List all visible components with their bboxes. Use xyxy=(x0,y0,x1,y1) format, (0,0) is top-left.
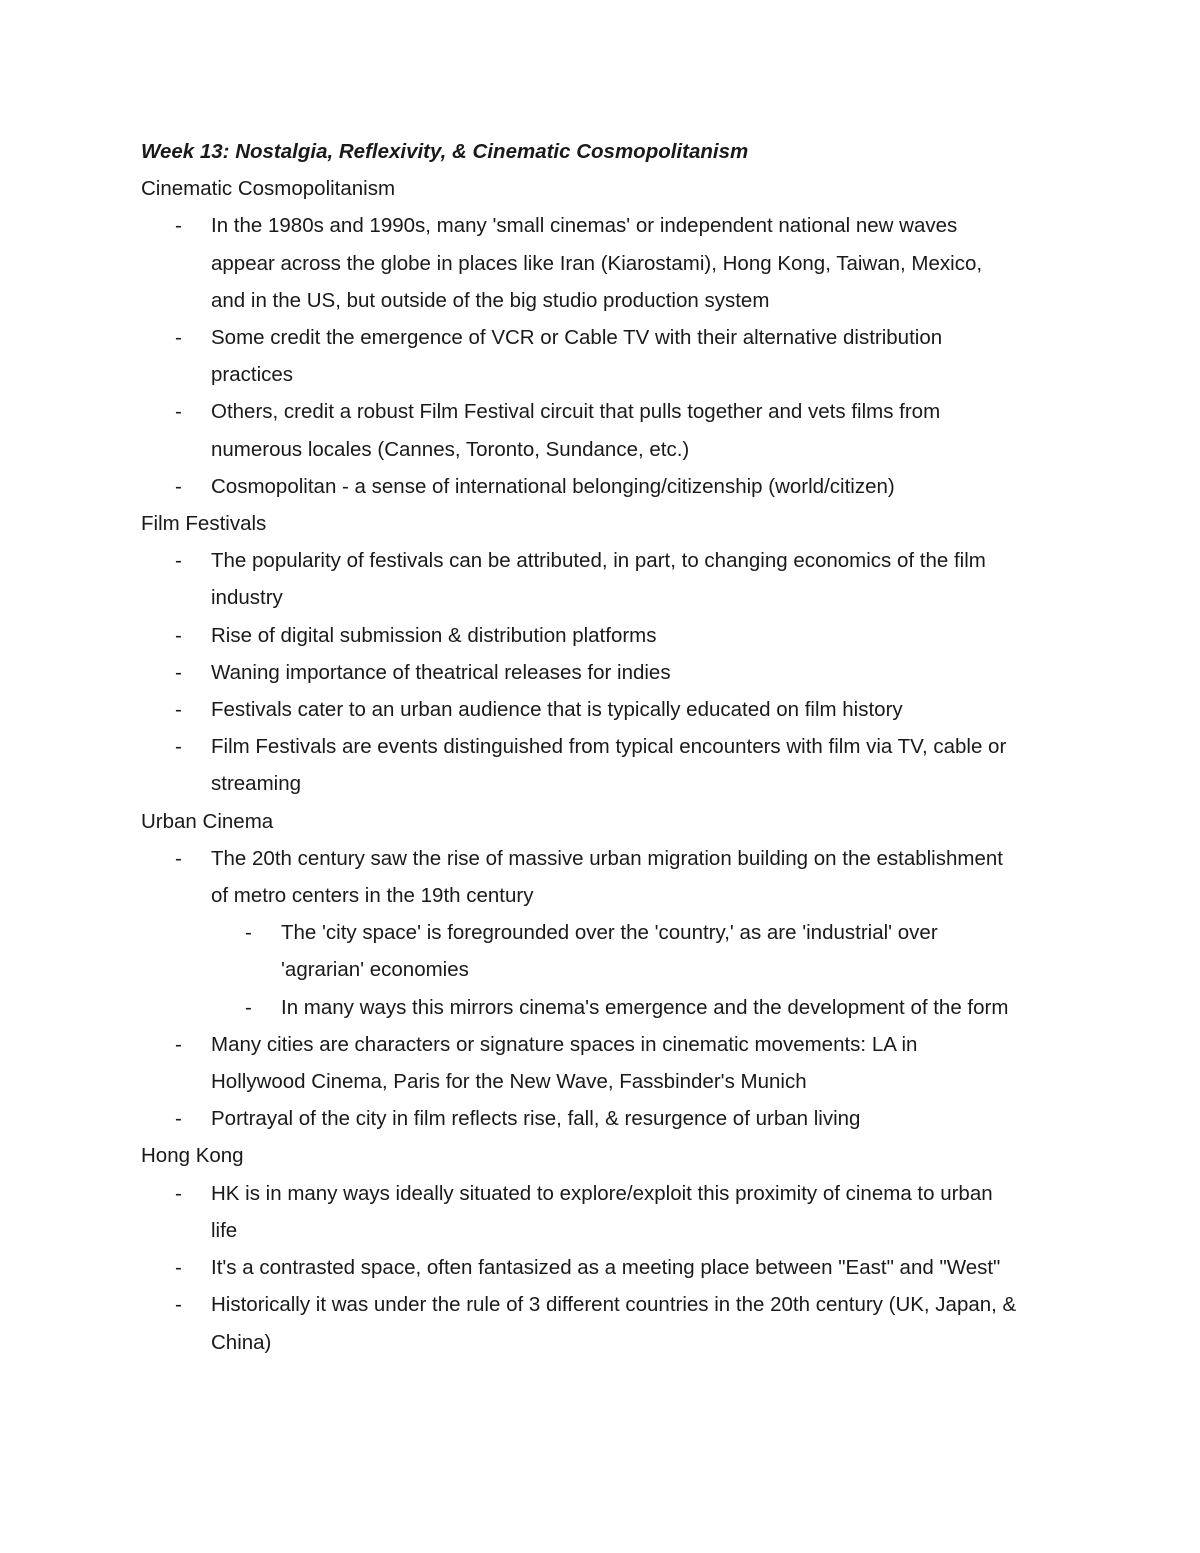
bullet-dash: - xyxy=(245,995,252,1019)
list-item-text xyxy=(211,1249,1071,1286)
text-line: Rise of digital submission & distribution platforms xyxy=(211,623,657,647)
list-item-text xyxy=(211,1286,1071,1360)
bullet-dash: - xyxy=(175,1293,182,1317)
bullet-dash: - xyxy=(175,660,182,684)
bullet-dash: - xyxy=(245,921,252,945)
text-line: Some credit the emergence of VCR or Cable TV with their alternative distribution xyxy=(211,326,943,350)
bullet-dash: - xyxy=(175,400,182,424)
list-item xyxy=(141,319,1071,393)
list-item xyxy=(141,393,1071,467)
list-item-text xyxy=(211,1026,1071,1100)
text-line: industry xyxy=(211,586,283,610)
list-item-text xyxy=(211,1100,1071,1137)
bullet-dash: - xyxy=(175,1107,182,1131)
text-line: Portrayal of the city in film reflects rise, fall, & resurgence of urban living xyxy=(211,1107,861,1131)
list-item-text xyxy=(211,207,1071,319)
text-line: Many cities are characters or signature spaces in cinematic movements: LA in xyxy=(211,1032,918,1056)
sub-list-item xyxy=(211,989,1071,1026)
list-item-text xyxy=(211,654,1071,691)
sub-list-item-text xyxy=(281,914,1071,988)
text-line: streaming xyxy=(211,772,302,796)
text-line: Hollywood Cinema, Paris for the New Wave, Fassbinder's Munich xyxy=(211,1070,807,1094)
bullet-dash: - xyxy=(175,735,182,759)
sub-list-item-text xyxy=(281,989,1071,1026)
bullet-dash: - xyxy=(175,623,182,647)
list-item xyxy=(141,207,1071,319)
bullet-dash: - xyxy=(175,474,182,498)
text-line: practices xyxy=(211,363,294,387)
section-heading: Hong Kong xyxy=(141,1144,244,1168)
bullet-dash: - xyxy=(175,549,182,573)
text-line: The 'city space' is foregrounded over the 'country,' as are 'industrial' over xyxy=(281,921,938,945)
text-line: In the 1980s and 1990s, many 'small cinemas' or independent national new waves xyxy=(211,214,958,238)
text-line: of metro centers in the 19th century xyxy=(211,884,534,908)
bullet-dash: - xyxy=(175,1256,182,1280)
text-line: HK is in many ways ideally situated to explore/exploit this proximity of cinema to urban xyxy=(211,1181,993,1205)
document-title: Week 13: Nostalgia, Reflexivity, & Cinematic Cosmopolitanism xyxy=(141,140,749,163)
list-item xyxy=(141,1286,1071,1360)
sub-list-item xyxy=(211,914,1071,988)
document-page xyxy=(141,133,1071,1361)
text-line: 'agrarian' economies xyxy=(281,958,469,982)
text-line: Historically it was under the rule of 3 different countries in the 20th century (UK, Japan, & xyxy=(211,1293,1017,1317)
list-item-text xyxy=(211,393,1071,467)
list-item-text xyxy=(211,617,1071,654)
bullet-dash: - xyxy=(175,214,182,238)
list-item xyxy=(141,542,1071,616)
text-line: In many ways this mirrors cinema's emergence and the development of the form xyxy=(281,995,1009,1019)
list-item-text xyxy=(211,1175,1071,1249)
text-line: and in the US, but outside of the big studio production system xyxy=(211,288,770,312)
list-item-text xyxy=(211,691,1071,728)
list-item xyxy=(141,728,1071,802)
section-heading: Urban Cinema xyxy=(141,809,274,833)
text-line: The popularity of festivals can be attributed, in part, to changing economics of the film xyxy=(211,549,986,573)
bullet-dash: - xyxy=(175,846,182,870)
text-line: life xyxy=(211,1218,238,1242)
list-item xyxy=(141,691,1071,728)
text-line: Waning importance of theatrical releases for indies xyxy=(211,660,671,684)
list-item-text xyxy=(211,468,1071,505)
text-line: Others, credit a robust Film Festival circuit that pulls together and vets films from xyxy=(211,400,941,424)
bullet-dash: - xyxy=(175,698,182,722)
list-item xyxy=(141,1175,1071,1249)
list-item-text xyxy=(211,542,1071,616)
list-item xyxy=(141,1249,1071,1286)
text-line: numerous locales (Cannes, Toronto, Sundance, etc.) xyxy=(211,437,690,461)
list-item xyxy=(141,1100,1071,1137)
section-heading: Film Festivals xyxy=(141,512,267,536)
list-item xyxy=(141,654,1071,691)
text-line: Cosmopolitan - a sense of international belonging/citizenship (world/citizen) xyxy=(211,474,895,498)
text-line: The 20th century saw the rise of massive urban migration building on the establishment xyxy=(211,846,1003,870)
bullet-dash: - xyxy=(175,1032,182,1056)
bullet-dash: - xyxy=(175,1181,182,1205)
list-item xyxy=(141,1026,1071,1100)
list-item-text xyxy=(211,728,1071,802)
list-item-text xyxy=(211,319,1071,393)
text-line: appear across the globe in places like Iran (Kiarostami), Hong Kong, Taiwan, Mexico, xyxy=(211,251,983,275)
section-heading: Cinematic Cosmopolitanism xyxy=(141,177,396,201)
list-item-text xyxy=(211,840,1071,914)
list-item xyxy=(141,840,1071,914)
text-line: Festivals cater to an urban audience that is typically educated on film history xyxy=(211,698,903,722)
text-line: Film Festivals are events distinguished from typical encounters with film via TV, cable or xyxy=(211,735,1007,759)
text-line: It's a contrasted space, often fantasized as a meeting place between "East" and "West" xyxy=(211,1256,1001,1280)
document-body xyxy=(141,170,1071,1361)
text-line: China) xyxy=(211,1330,272,1354)
bullet-dash: - xyxy=(175,326,182,350)
list-item xyxy=(141,468,1071,505)
list-item xyxy=(141,617,1071,654)
